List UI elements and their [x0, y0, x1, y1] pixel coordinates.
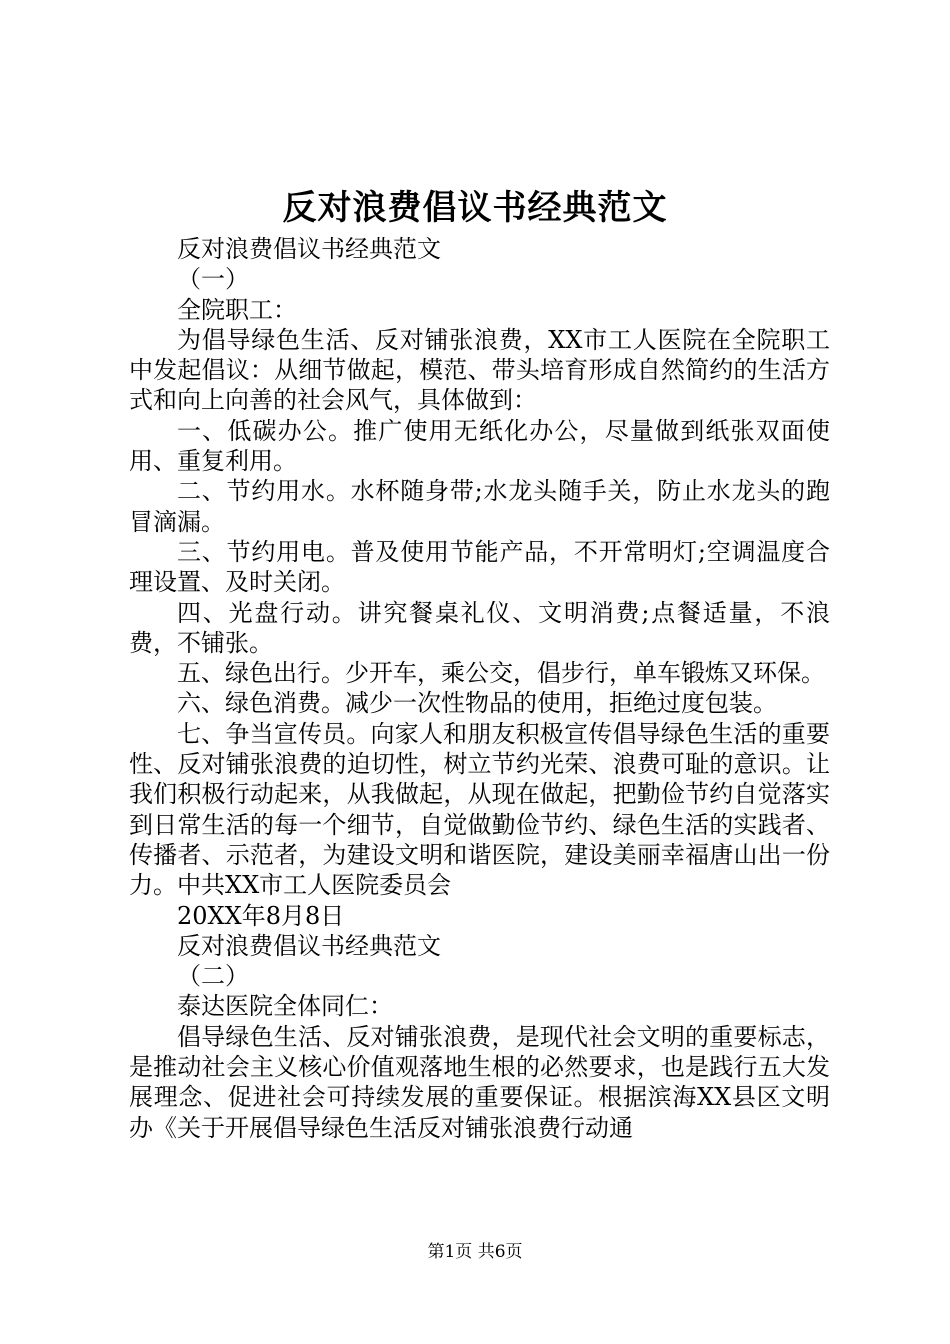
paragraph-section-number-2: （二）: [177, 962, 249, 991]
paragraph-item-7: 七、争当宣传员。向家人和朋友积极宣传倡导绿色生活的重要性、反对铺张浪费的迫切性，树立节约光荣、浪费可耻的意识。让我们积极行动起来，从我做起，从现在做起，把勤俭节约自觉落实到日常生活的每一个细节，自觉做勤俭节约、绿色生活的实践者、传播者、示范者，为建设文明和谐医院，建设美丽幸福唐山出一份力。中共XX市工人医院委员会: [129, 719, 830, 900]
paragraph-salutation: 全院职工：: [177, 295, 297, 324]
paragraph-intro: 为倡导绿色生活、反对铺张浪费，XX市工人医院在全院职工中发起倡议：从细节做起，模范、带头培育形成自然简约的生活方式和向上向善的社会风气，具体做到：: [129, 325, 830, 415]
page-footer: 第1页 共6页: [427, 1242, 523, 1262]
paragraph-item-2: 二、节约用水。水杯随身带;水龙头随手关，防止水龙头的跑冒滴漏。: [129, 477, 830, 536]
paragraph-salutation-2: 泰达医院全体同仁：: [177, 992, 393, 1021]
paragraph-item-1: 一、低碳办公。推广使用无纸化办公，尽量做到纸张双面使用、重复利用。: [129, 416, 830, 476]
paragraph-date: 20XX年8月8日: [177, 901, 345, 930]
document-body: [129, 234, 830, 1143]
paragraph-heading-2: 反对浪费倡议书经典范文: [177, 931, 441, 960]
paragraph-section-number: （一）: [177, 265, 249, 294]
paragraph-intro-2: 倡导绿色生活、反对铺张浪费，是现代社会文明的重要标志，是推动社会主义核心价值观落地生根的必然要求，也是践行五大发展理念、促进社会可持续发展的重要保证。根据滨海XX县区文明办《关于开展倡导绿色生活反对铺张浪费行动通: [129, 1022, 830, 1142]
paragraph-item-4: 四、光盘行动。讲究餐桌礼仪、文明消费;点餐适量，不浪费，不铺张。: [129, 598, 830, 657]
paragraph-item-5: 五、绿色出行。少开车，乘公交，倡步行，单车锻炼又环保。: [177, 659, 825, 688]
paragraph-item-3: 三、节约用电。普及使用节能产品，不开常明灯;空调温度合理设置、及时关闭。: [129, 537, 830, 597]
paragraph-item-6: 六、绿色消费。减少一次性物品的使用，拒绝过度包装。: [177, 689, 777, 718]
paragraph-heading: 反对浪费倡议书经典范文: [177, 235, 441, 263]
document-title: 反对浪费倡议书经典范文: [282, 188, 668, 228]
